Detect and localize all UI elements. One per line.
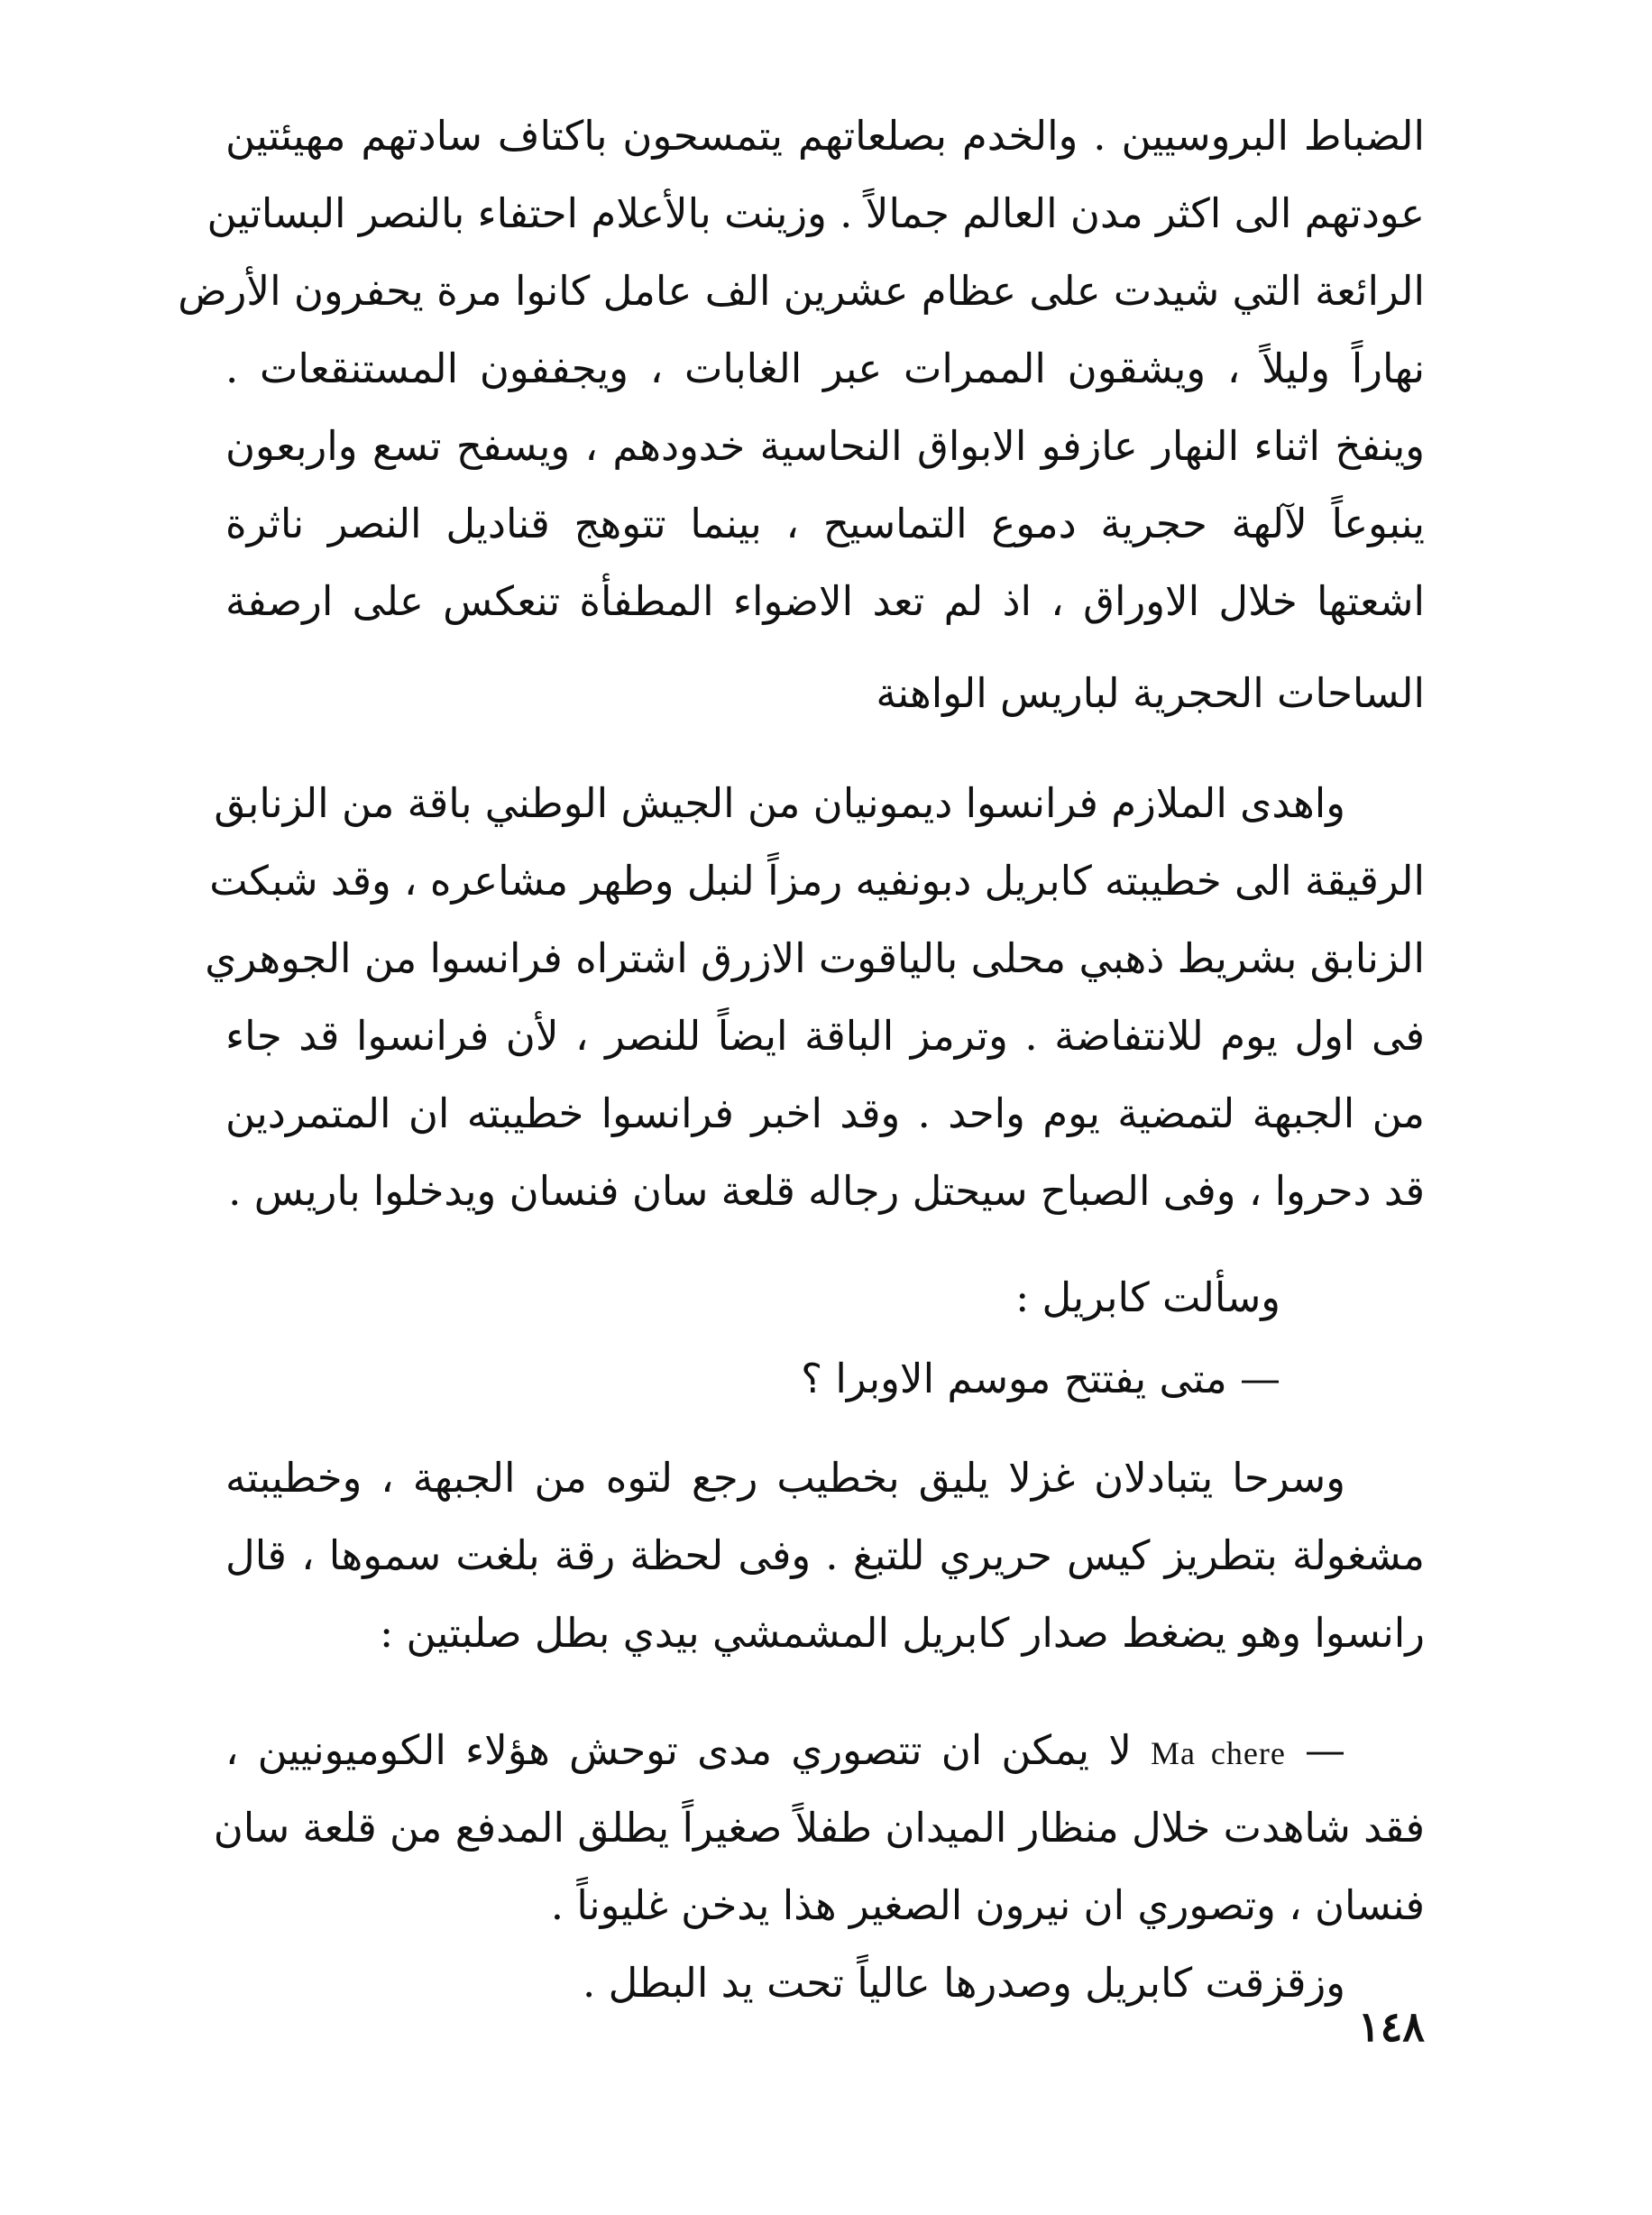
text-line: اشعتها خلال الاوراق ، اذ لم تعد الاضواء المطفأة تنعكس على ارصفة xyxy=(225,577,1425,625)
text-line: نهاراً وليلاً ، ويشقون الممرات عبر الغابات ، ويجففون المستنقعات . xyxy=(225,345,1425,392)
text-line: وسرحا يتبادلان غزلا يليق بخطيب رجع لتوه من الجبهة ، وخطيبته xyxy=(225,1454,1345,1502)
text-line: فنسان ، وتصوري ان نيرون الصغير هذا يدخن غليوناً . xyxy=(550,1881,1425,1929)
text-line: فقد شاهدت خلال منظار الميدان طفلاً صغيراً يطلق المدفع من قلعة سان xyxy=(213,1804,1425,1852)
text-line: الزنابق بشريط ذهبي محلى بالياقوت الازرق اشتراه فرانسوا من الجوهري xyxy=(205,934,1425,982)
text-line: ينبوعاً لآلهة حجرية دموع التماسيح ، بينما تتوهج قناديل النصر ناثرة xyxy=(225,500,1425,547)
text-line: الرائعة التي شيدت على عظام عشرين الف عامل كانوا مرة يحفرون الأرض xyxy=(178,267,1425,315)
paragraph-6 xyxy=(213,1712,1425,2022)
text-line: قد دحروا ، وفى الصباح سيحتل رجاله قلعة سان فنسان ويدخلوا باريس . xyxy=(228,1167,1425,1215)
dialogue-dash: — xyxy=(1305,1726,1345,1774)
text-line: رانسوا وهو يضغط صدار كابريل المشمشي بيدي بطل صلبتين : xyxy=(380,1609,1425,1657)
paragraph-2 xyxy=(205,765,1425,1230)
latin-phrase: Ma chere xyxy=(1151,1735,1286,1771)
text-line: الساحات الحجرية لباريس الواهنة xyxy=(876,669,1425,717)
paragraph-4 xyxy=(225,1340,1425,1418)
paragraph-5 xyxy=(225,1439,1425,1672)
text-line: الضباط البروسيين . والخدم بصلعاتهم يتمسحون باكتاف سادتهم مهيئتين xyxy=(225,112,1425,160)
text-line: وزقزقت كابريل وصدرها عالياً تحت يد البطل . xyxy=(582,1959,1345,2007)
paragraph-3 xyxy=(225,1259,1425,1337)
text-line: وينفخ اثناء النهار عازفو الابواق النحاسية خدودهم ، ويسفح تسع واربعون xyxy=(225,422,1425,470)
text-line: من الجبهة لتمضية يوم واحد . وقد اخبر فرانسوا خطيبته ان المتمردين xyxy=(225,1089,1425,1137)
text-line-fragment: لا يمكن ان تتصوري مدى توحش هؤلاء الكوميونيين ، xyxy=(225,1726,1132,1774)
text-line: واهدى الملازم فرانسوا ديمونيان من الجيش الوطني باقة من الزنابق xyxy=(214,779,1345,827)
paragraph-1 xyxy=(178,97,1425,732)
text-line: مشغولة بتطريز كيس حريري للتبغ . وفى لحظة رقة بلغت سموها ، قال xyxy=(225,1531,1425,1579)
text-line: — متى يفتتح موسم الاوبرا ؟ xyxy=(801,1355,1280,1402)
text-line: فى اول يوم للانتفاضة . وترمز الباقة ايضاً للنصر ، لأن فرانسوا قد جاء xyxy=(225,1012,1425,1060)
text-line: الرقيقة الى خطيبته كابريل دبونفيه رمزاً لنبل وطهر مشاعره ، وقد شبكت xyxy=(209,857,1425,905)
page-number: ١٤٨ xyxy=(1357,2002,1425,2051)
text-line xyxy=(225,1712,1425,1789)
text-line: عودتهم الى اكثر مدن العالم جمالاً . وزينت بالأعلام احتفاء بالنصر البساتين xyxy=(206,189,1425,237)
text-line: وسألت كابريل : xyxy=(1015,1273,1280,1321)
